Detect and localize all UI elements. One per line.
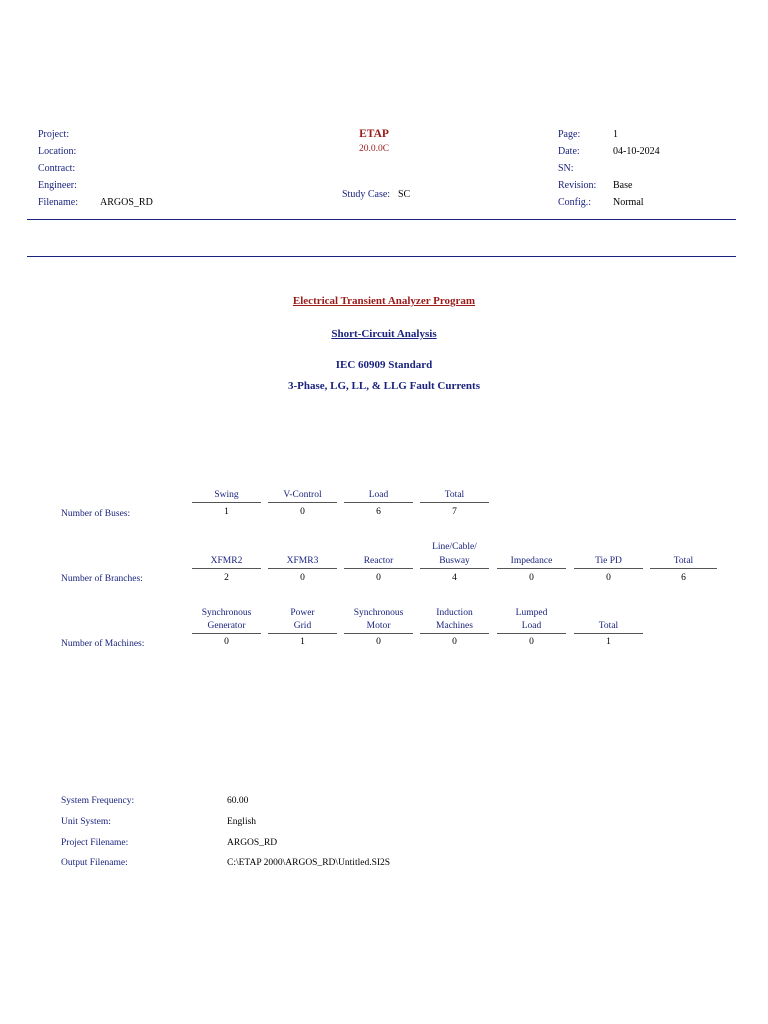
bus-value-total: 7 [452,507,457,517]
branches-row-label: Number of Branches: [61,574,143,584]
machine-head-induction-top: Induction [436,608,473,618]
date-label: Date: [558,146,580,157]
branch-value-xfmr3: 0 [300,573,305,583]
unit-system-label: Unit System: [61,817,111,827]
branch-value-line: 4 [452,573,457,583]
branch-value-reactor: 0 [376,573,381,583]
project-label: Project: [38,129,70,140]
bus-head-total: Total [420,489,489,503]
system-frequency-label: System Frequency: [61,796,135,806]
program-title: Electrical Transient Analyzer Program [292,295,476,307]
engineer-label: Engineer: [38,180,77,191]
section-divider [27,256,736,257]
bus-head-swing: Swing [192,489,261,503]
machine-head-synmotor: Motor [344,620,413,634]
output-filename-label: Output Filename: [61,858,128,868]
machine-head-total: Total [574,620,643,634]
machine-value-grid: 1 [300,637,305,647]
branch-head-reactor: Reactor [344,555,413,569]
bus-value-load: 6 [376,507,381,517]
machine-head-induction: Machines [420,620,489,634]
header-divider [27,219,736,220]
fault-title: 3-Phase, LG, LL, & LLG Fault Currents [287,380,480,392]
machine-value-synmotor: 0 [376,637,381,647]
project-filename-value: ARGOS_RD [227,838,278,848]
analysis-title: Short-Circuit Analysis [331,328,437,340]
revision-label: Revision: [558,180,597,191]
bus-head-load: Load [344,489,413,503]
project-filename-label: Project Filename: [61,838,129,848]
machine-value-total: 1 [606,637,611,647]
machine-head-lumped-top: Lumped [515,608,548,618]
machine-head-synmotor-top: Synchronous [353,608,404,618]
page-value: 1 [613,129,618,140]
machine-head-lumped: Load [497,620,566,634]
branch-value-xfmr2: 2 [224,573,229,583]
config-value: Normal [613,197,644,208]
branch-head-line-top: Line/Cable/ [432,542,477,552]
unit-system-value: English [227,817,257,827]
filename-label: Filename: [38,197,78,208]
branch-value-impedance: 0 [529,573,534,583]
machine-value-lumped: 0 [529,637,534,647]
machine-head-syngen: Generator [192,620,261,634]
output-filename-value: C:\ETAP 2000\ARGOS_RD\Untitled.SI2S [227,858,391,868]
page-label: Page: [558,129,581,140]
machine-head-grid-top: Power [290,608,315,618]
machine-value-induction: 0 [452,637,457,647]
etap-title: ETAP [359,128,389,140]
bus-head-vcontrol: V-Control [268,489,337,503]
branch-value-tiepd: 0 [606,573,611,583]
contract-label: Contract: [38,163,76,174]
branch-value-total: 6 [681,573,686,583]
branch-head-xfmr2: XFMR2 [192,555,261,569]
buses-row-label: Number of Buses: [61,509,131,519]
study-case-value: SC [398,189,411,200]
branch-head-xfmr3: XFMR3 [268,555,337,569]
date-value: 04-10-2024 [613,146,660,157]
branch-head-tiepd: Tie PD [574,555,643,569]
bus-value-vcontrol: 0 [300,507,305,517]
branch-head-line: Busway [420,555,489,569]
branch-head-total: Total [650,555,717,569]
etap-version: 20.0.0C [358,144,390,154]
sn-label: SN: [558,163,574,174]
location-label: Location: [38,146,77,157]
branch-head-impedance: Impedance [497,555,566,569]
system-frequency-value: 60.00 [227,796,249,806]
machines-row-label: Number of Machines: [61,639,145,649]
filename-value: ARGOS_RD [100,197,153,208]
config-label: Config.: [558,197,592,208]
study-case-label: Study Case: [342,189,391,200]
standard-title: IEC 60909 Standard [335,359,433,371]
bus-value-swing: 1 [224,507,229,517]
revision-value: Base [613,180,633,191]
machine-head-syngen-top: Synchronous [201,608,252,618]
machine-value-syngen: 0 [224,637,229,647]
machine-head-grid: Grid [268,620,337,634]
